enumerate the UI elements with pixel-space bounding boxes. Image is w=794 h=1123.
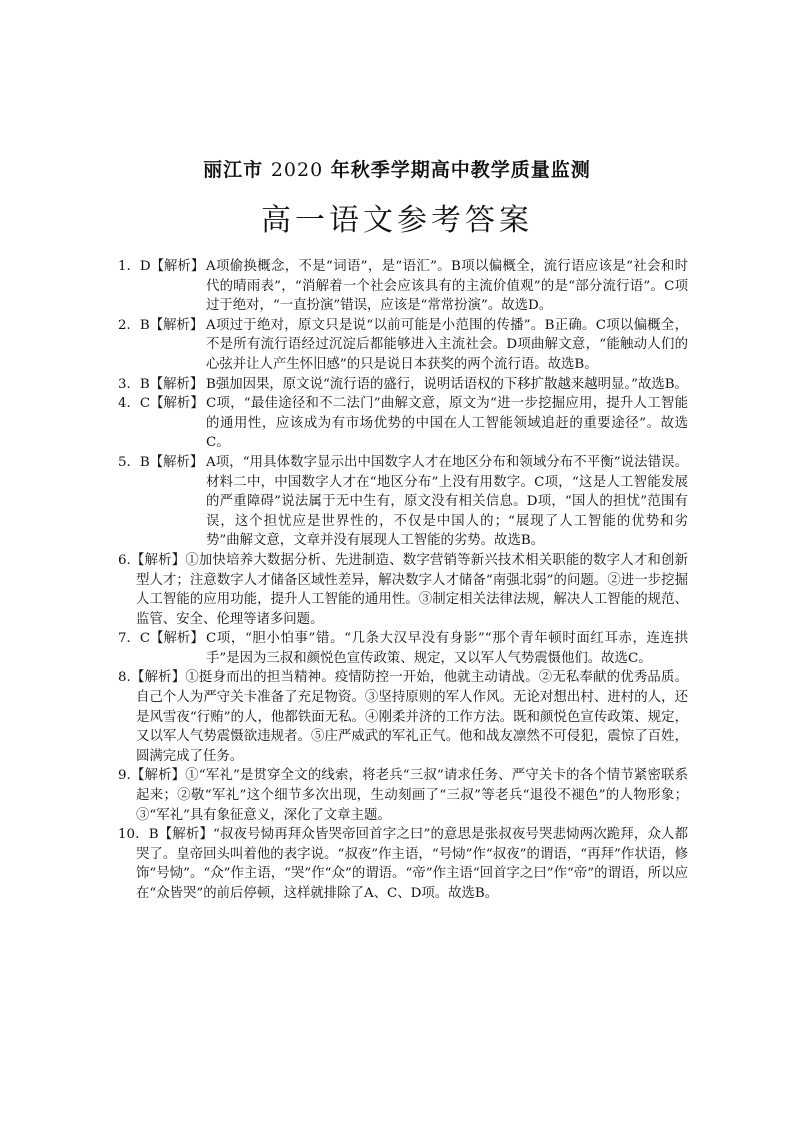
title-year: 2020 (270, 159, 324, 181)
answer-text: 6.【解析】①加快培养大数据分析、先进制造、数字营销等新兴技术相关职能的数字人才和创新型人才；注意数字人才储备区域性差异，解决数字人才储备“南强北弱”的问题。②进一步挖掘人工智能的应用功能，提升人工智能的通用性。③制定相关法律法规，解决人工智能的规范、监管、安全、伦理等诸多问题。 (118, 552, 688, 627)
answer-text: A项过于绝对，原文只是说“以前可能是小范围的传播”。B正确。C项以偏概全，不是所有流行语经过沉淀后都能够进入主流社会。D项曲解文意，“能触动人们的心弦并让人产生怀旧感”的只是说日本获奖的两个流行语。故选B。 (206, 317, 688, 372)
answer-text: C项，“胆小怕事”错。“几条大汉早没有身影”“那个青年顿时面红耳赤，连连拱手”是因为三叔和颜悦色宣传政策、规定，又以军人气势震慑他们。故选C。 (206, 631, 688, 666)
answer-number: 5．B【解析】 (118, 454, 204, 470)
answer-item-8 (118, 668, 688, 766)
answer-number: 1．D【解析】 (118, 259, 205, 274)
answer-number: 9.【解析】 (118, 768, 186, 784)
answer-number: 6.【解析】 (118, 552, 186, 568)
answer-text: A项偷换概念，不是“词语”，是“语汇”。B项以偏概全，流行语应该是“社会和时代的晴雨表”，“消解着一个社会应该具有的主流价值观”的是“部分流行语”。C项过于绝对，“一直扮演”错误，应该是“常常扮演”。故选D。 (206, 259, 688, 314)
answer-item-7 (118, 629, 688, 668)
answer-item-4 (118, 394, 688, 453)
exam-title (0, 155, 794, 182)
answer-item-9 (118, 766, 688, 825)
answer-text: 9.【解析】①“军礼”是贯穿全文的线索，将老兵“三叔”请求任务、严守关卡的各个情节紧密联系起来；②敬“军礼”这个细节多次出现，生动刻画了“三叔”等老兵“退役不褪色”的人物形象；③“军礼”具有象征意义，深化了文章主题。 (118, 768, 688, 823)
answer-number: 10．B【解析】 (118, 827, 214, 843)
answer-text: 10．B【解析】“叔夜号恸再拜众皆哭帝回首字之曰”的意思是张叔夜号哭悲恸两次跪拜，众人都哭了。皇帝回头叫着他的表字说。“叔夜”作主语，“号恸”作“叔夜”的谓语，“再拜”作状语，修饰“号恸”。“众”作主语，“哭”作“众”的谓语。“帝”作主语“回首字之曰”作“帝”的谓语，所以应在“众皆哭”的前后停顿，这样就排除了A、C、D项。故选B。 (118, 827, 688, 901)
answer-text: B强加因果，原文说“流行语的盛行，说明话语权的下移扩散越来越明显。”故选B。 (206, 376, 688, 392)
answer-text: C项，“最佳途径和不二法门”曲解文意，原文为“进一步挖掘应用，提升人工智能的通用性，应该成为有市场优势的中国在人工智能领域追赶的重要途径”。故选C。 (206, 396, 688, 451)
answer-list (118, 257, 688, 904)
answer-item-6 (118, 551, 688, 629)
answer-item-5 (118, 453, 688, 551)
answer-key-title: 高一语文参考答案 (261, 203, 533, 238)
answer-number: 3．B【解析】 (118, 376, 204, 392)
answer-item-3 (118, 375, 688, 395)
answer-number: 4．C【解析】 (118, 396, 204, 412)
title-prefix: 丽江市 (203, 159, 264, 181)
answer-item-10 (118, 825, 688, 903)
answer-item-1 (118, 257, 688, 316)
answer-number: 2．B【解析】 (118, 317, 204, 333)
answer-text: 8.【解析】①挺身而出的担当精神。疫情防控一开始，他就主动请战。②无私奉献的优秀品质。自己个人为严守关卡准备了充足物资。③坚持原则的军人作风。无论对想出村、进村的人，还是风雪夜“行贿”的人，他都铁面无私。④刚柔并济的工作方法。既和颜悦色宣传政策、规定，又以军人气势震慑欲违规者。⑤庄严威武的军礼正气。他和战友凛然不可侵犯，震惊了百姓，圆满完成了任务。 (118, 670, 688, 764)
answer-number: 8.【解析】 (118, 670, 186, 686)
answer-text: A项，“用具体数字显示出中国数字人才在地区分布和领域分布不平衡”说法错误。材料二中，中国数字人才在“地区分布”上没有用数字。C项，“这是人工智能发展的严重障碍”说法属于无中生有，原文没有相关信息。D项，“国人的担忧”范围有误，这个担忧应是世界性的，不仅是中国人的；“展现了人工智能的优势和劣势”曲解文意，文章并没有展现人工智能的劣势。故选B。 (206, 454, 688, 549)
title-suffix: 年秋季学期高中教学质量监测 (330, 159, 591, 181)
answer-item-2 (118, 316, 688, 375)
answer-number: 7．C【解析】 (118, 631, 204, 647)
